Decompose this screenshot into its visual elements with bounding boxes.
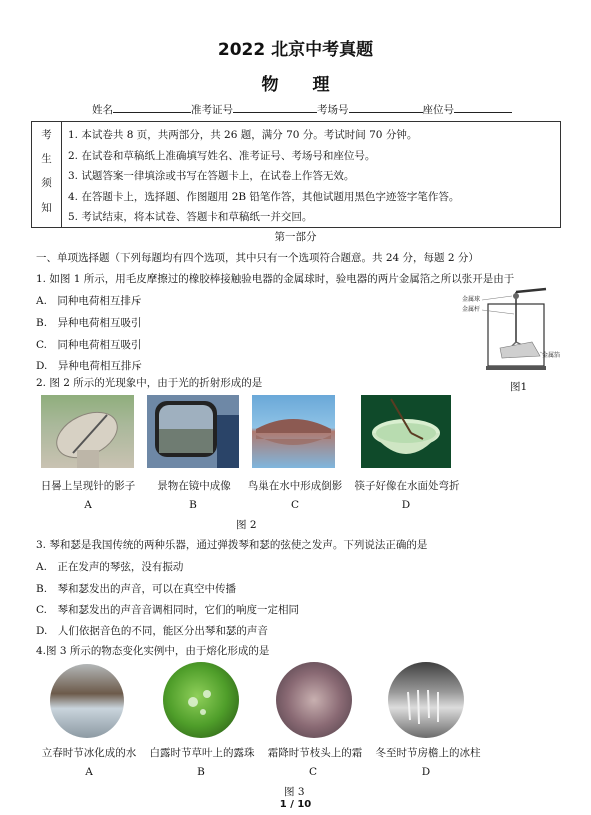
q2-stem: 2. 图 2 所示的光现象中，由于光的折射形成的是 (36, 377, 263, 389)
notice-side-label (32, 122, 62, 227)
car-mirror-drawing (147, 395, 239, 468)
q4-letter-d: D (421, 766, 431, 778)
foil-label: 金属箔 (542, 352, 561, 359)
birds-nest-drawing (252, 395, 335, 468)
notice-item: 4. 在答题卡上，选择题、作图题用 2B 铅笔作答，其他试题用黑色字迹签字笔作答。 (68, 191, 460, 203)
icicles-drawing (388, 662, 464, 738)
candidate-info-row (92, 102, 512, 117)
q2-letter-b: B (189, 499, 197, 511)
notice-item: 2. 在试卷和草稿纸上准确填写姓名、准考证号、考场号和座位号。 (68, 150, 376, 162)
sundial-drawing (41, 395, 134, 468)
q3-stem: 3. 琴和瑟是我国传统的两种乐器，通过弹拨琴和瑟的弦使之发声。下列说法正确的是 (36, 539, 428, 551)
room-field[interactable] (349, 102, 423, 113)
notice-side-char: 知 (41, 202, 52, 214)
q2-caption-d: 筷子好像在水面处弯折 (354, 480, 460, 492)
q2-caption-a: 日晷上呈现针的影子 (40, 480, 136, 492)
q2-letter-a: A (84, 499, 92, 511)
section-heading: 一、单项选择题（下列每题均有四个选项，其中只有一个选项符合题意。共 24 分，每题 2 分） (36, 252, 479, 264)
q3-option-b[interactable]: B. 琴和瑟发出的声音，可以在真空中传播 (36, 583, 237, 595)
exam-id-field[interactable] (233, 102, 317, 113)
notice-item: 5. 考试结束，将本试卷、答题卡和草稿纸一并交回。 (68, 211, 313, 223)
q3-option-c[interactable]: C. 琴和瑟发出的声音音调相同时，它们的响度一定相同 (36, 604, 299, 616)
q4-caption-b: 白露时节草叶上的露珠 (149, 747, 255, 759)
notice-item: 3. 试题答案一律填涂或书写在答题卡上，在试卷上作答无效。 (68, 170, 355, 182)
icicles-photo (388, 662, 464, 738)
q4-caption-a: 立春时节冰化成的水 (41, 747, 137, 759)
q2-caption-b: 景物在镜中成像 (157, 480, 231, 492)
q2-caption-c: 鸟巢在水中形成倒影 (247, 480, 343, 492)
candidate-notice-box (31, 121, 561, 228)
notice-side-char: 生 (41, 153, 52, 165)
seat-label: 座位号 (422, 104, 454, 116)
q4-caption-d: 冬至时节房檐上的冰柱 (375, 747, 481, 759)
q1-option-d[interactable]: D. 异种电荷相互排斥 (36, 360, 142, 372)
notice-side-char: 考 (41, 129, 52, 141)
part-title: 第一部分 (274, 231, 317, 243)
dew-drops-drawing (163, 662, 239, 738)
q1-option-a[interactable]: A. 同种电荷相互排斥 (36, 295, 142, 307)
room-label: 考场号 (317, 104, 349, 116)
q4-letter-b: B (197, 766, 205, 778)
q2-letter-c: C (290, 499, 300, 511)
dew-drops-photo (163, 662, 239, 738)
q4-letter-c: C (308, 766, 318, 778)
frost-photo (276, 662, 352, 738)
exam-id-label: 准考证号 (191, 104, 233, 116)
name-label: 姓名 (92, 104, 113, 116)
sundial-photo (41, 395, 134, 468)
notice-item: 1. 本试卷共 8 页，共两部分，共 26 题，满分 70 分。考试时间 70 分钟。 (68, 129, 418, 141)
q4-caption-c: 霜降时节枝头上的霜 (267, 747, 363, 759)
exam-subject: 物理 (261, 75, 364, 95)
chopsticks-bowl-photo (361, 395, 451, 468)
chopsticks-bowl-drawing (361, 395, 451, 468)
q4-stem: 4.图 3 所示的物态变化实例中，由于熔化形成的是 (36, 645, 270, 657)
q2-letter-d: D (401, 499, 411, 511)
q3-option-d[interactable]: D. 人们依据音色的不同，能区分出琴和瑟的声音 (36, 625, 268, 637)
seat-field[interactable] (454, 102, 512, 113)
q4-letter-a: A (85, 766, 93, 778)
q1-option-c[interactable]: C. 同种电荷相互吸引 (36, 339, 142, 351)
figure1-label: 图1 (510, 381, 528, 393)
page-number: 1 / 10 (279, 799, 312, 810)
car-mirror-photo (147, 395, 239, 468)
exam-title: 2022 北京中考真题 (217, 40, 374, 60)
q3-option-a[interactable]: A. 正在发声的琴弦，没有振动 (36, 561, 184, 573)
q1-option-b[interactable]: B. 异种电荷相互吸引 (36, 317, 142, 329)
q1-stem: 1. 如图 1 所示，用毛皮摩擦过的橡胶棒接触验电器的金属球时，验电器的两片金属箔之所以张开是由于 (36, 273, 515, 285)
notice-side-char: 须 (41, 177, 52, 189)
name-field[interactable] (113, 102, 191, 113)
ball-label: 金属球 (462, 296, 481, 303)
melting-ice-photo (50, 664, 124, 738)
figure3-label: 图 3 (284, 786, 305, 798)
rod-label: 金属杆 (462, 306, 481, 313)
figure2-label: 图 2 (236, 519, 257, 531)
birds-nest-reflection-photo (252, 395, 335, 468)
